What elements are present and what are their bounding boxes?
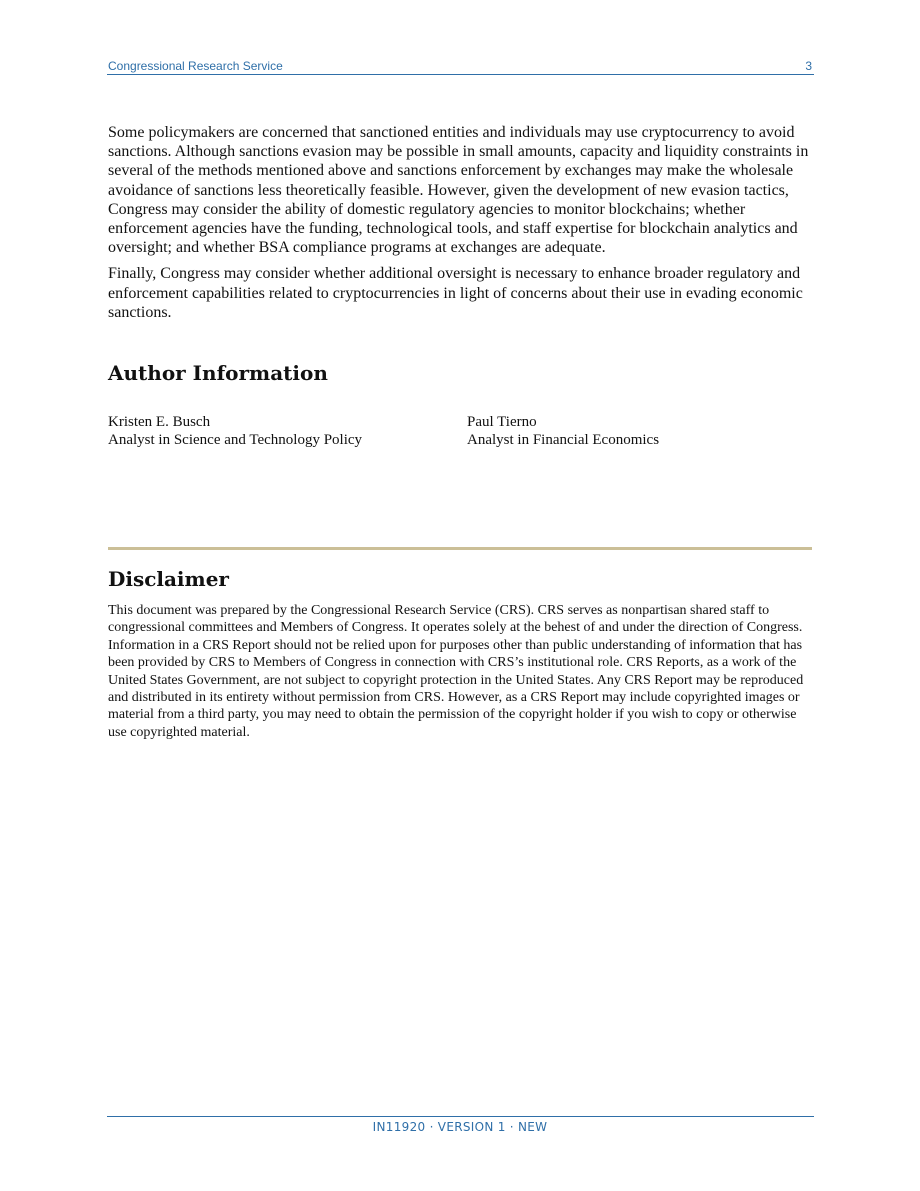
disclaimer-text: This document was prepared by the Congressional Research Service (CRS). CRS serves as nonpartisan shared staff to congressional committees and Members of Congress. It operates solely at the behest of and under the direction of Congress. Information in a CRS Report should not be relied upon for purposes other than public understanding of information that has been provided by CRS to Members of Congress in connection with CRS’s institutional role. CRS Reports, as a work of the United States Government, are not subject to copyright protection in the United States. Any CRS Report may be reproduced and distributed in its entirety without permission from CRS. However, as a CRS Report may include copyrighted images or material from a third party, you may need to obtain the permission of the copyright holder if you wish to copy or otherwise use copyrighted material. (108, 603, 804, 740)
author-name: Kristen E. Busch (108, 414, 211, 430)
body-paragraph: Some policymakers are concerned that sanctioned entities and individuals may use cryptocurrency to avoid sanctions. Although sanctions evasion may be possible in small amounts, capacity and liquidity constraints in several of the methods mentioned above and sanctions enforcement by exchanges may make the wholesale avoidance of sanctions less theoretically feasible. However, given the development of new evasion tactics, Congress may consider the ability of domestic regulatory agencies to monitor blockchains; whether enforcement agencies have the funding, technological tools, and staff expertise for blockchain analytics and oversight; and whether BSA compliance programs at exchanges are adequate. (108, 124, 809, 257)
author-block (467, 413, 659, 449)
page-header (107, 57, 814, 75)
author-information-heading: Author Information (108, 361, 328, 385)
author-title: Analyst in Financial Economics (467, 432, 660, 448)
author-title: Analyst in Science and Technology Policy (108, 432, 363, 448)
footer-divider (107, 1116, 814, 1117)
disclaimer-heading: Disclaimer (108, 567, 229, 591)
page-number: 3 (805, 59, 812, 73)
body-paragraph: Finally, Congress may consider whether additional oversight is necessary to enhance broader regulatory and enforcement capabilities related to cryptocurrencies in light of concerns about their use in evading economic sanctions. (108, 265, 803, 321)
author-name: Paul Tierno (467, 414, 537, 430)
footer-report-id: IN11920 · VERSION 1 · NEW (372, 1120, 548, 1134)
author-block (108, 413, 362, 449)
header-organization: Congressional Research Service (108, 59, 283, 73)
body-text (108, 123, 814, 329)
section-divider (108, 547, 812, 550)
